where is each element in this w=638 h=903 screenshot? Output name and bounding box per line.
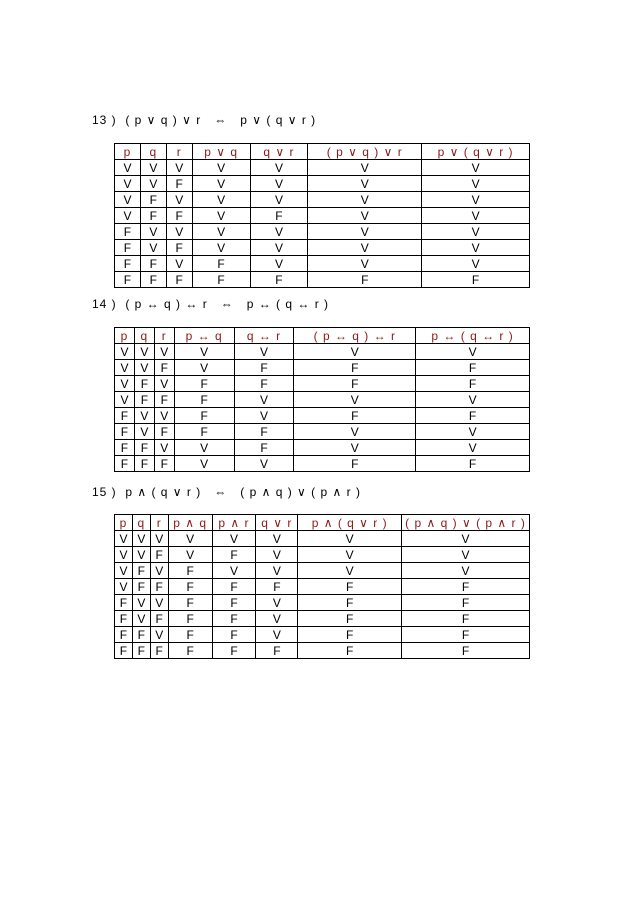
table-cell: V <box>150 627 168 643</box>
table-cell: V <box>234 408 294 424</box>
table-row <box>115 376 530 392</box>
table-row <box>115 344 530 360</box>
table-cell: V <box>115 563 133 579</box>
column-header: p ∧ r <box>212 515 256 531</box>
table-cell: F <box>250 272 308 288</box>
table-cell: V <box>212 563 256 579</box>
truth-table-13 <box>114 143 530 288</box>
table-cell: F <box>140 208 166 224</box>
table-cell: V <box>298 563 402 579</box>
table-cell: V <box>298 531 402 547</box>
table-row <box>115 160 530 176</box>
column-header: r <box>166 144 192 160</box>
table-cell: F <box>168 595 212 611</box>
table-cell: F <box>134 392 154 408</box>
table-cell: F <box>294 456 416 472</box>
column-header: ( p ∨ q ) ∨ r <box>308 144 422 160</box>
table-cell: F <box>132 563 150 579</box>
table-cell: V <box>212 531 256 547</box>
table-cell: V <box>132 531 150 547</box>
table-cell: V <box>154 344 174 360</box>
table-cell: V <box>308 224 422 240</box>
table-cell: F <box>402 643 530 659</box>
table-row <box>115 440 530 456</box>
table-cell: V <box>308 176 422 192</box>
table-cell: F <box>150 579 168 595</box>
table-cell: V <box>422 160 530 176</box>
table-cell: F <box>166 240 192 256</box>
table-cell: V <box>150 531 168 547</box>
table-cell: V <box>140 224 166 240</box>
table-cell: V <box>294 392 416 408</box>
table-row <box>115 547 530 563</box>
table-cell: V <box>422 256 530 272</box>
table-cell: F <box>150 643 168 659</box>
table-cell: F <box>166 208 192 224</box>
table-cell: F <box>115 256 141 272</box>
table-cell: V <box>134 424 154 440</box>
truth-table-15 <box>114 514 530 659</box>
table-cell: F <box>132 627 150 643</box>
table-cell: V <box>115 344 135 360</box>
table-cell: F <box>298 611 402 627</box>
table-cell: V <box>115 579 133 595</box>
table-cell: V <box>402 547 530 563</box>
table-cell: V <box>134 344 154 360</box>
table-row <box>115 579 530 595</box>
table-cell: V <box>234 456 294 472</box>
table-cell: F <box>154 392 174 408</box>
table-cell: V <box>192 176 250 192</box>
table-cell: V <box>250 160 308 176</box>
table-cell: F <box>115 595 133 611</box>
table-cell: V <box>422 176 530 192</box>
table-cell: F <box>168 627 212 643</box>
table-cell: F <box>256 643 298 659</box>
table-cell: V <box>115 192 141 208</box>
table-cell: F <box>150 611 168 627</box>
table-cell: V <box>308 240 422 256</box>
column-header: r <box>154 328 174 344</box>
table-cell: F <box>256 579 298 595</box>
column-header: p <box>115 328 135 344</box>
table-cell: V <box>256 611 298 627</box>
table-cell: V <box>166 224 192 240</box>
table-cell: F <box>298 595 402 611</box>
table-cell: F <box>234 376 294 392</box>
table-cell: V <box>298 547 402 563</box>
table-cell: V <box>416 344 530 360</box>
table-cell: V <box>256 595 298 611</box>
table-cell: F <box>298 643 402 659</box>
table-cell: V <box>174 440 234 456</box>
table-cell: V <box>308 160 422 176</box>
table-cell: V <box>250 240 308 256</box>
table-cell: V <box>234 344 294 360</box>
table-cell: V <box>154 376 174 392</box>
table-cell: V <box>422 240 530 256</box>
table-cell: V <box>140 160 166 176</box>
table-row <box>115 627 530 643</box>
column-header: r <box>150 515 168 531</box>
table-row <box>115 176 530 192</box>
table-cell: F <box>212 595 256 611</box>
column-header: p ∧ q <box>168 515 212 531</box>
table-cell: F <box>115 272 141 288</box>
table-row <box>115 563 530 579</box>
table-cell: F <box>192 272 250 288</box>
table-cell: V <box>256 531 298 547</box>
table-cell: V <box>132 595 150 611</box>
table-cell: F <box>234 424 294 440</box>
table-row <box>115 256 530 272</box>
table-cell: V <box>115 392 135 408</box>
table-cell: F <box>212 627 256 643</box>
table-cell: F <box>115 456 135 472</box>
table-cell: V <box>192 224 250 240</box>
table-cell: V <box>134 360 154 376</box>
column-header: p ∨ q <box>192 144 250 160</box>
table-header-row <box>115 144 530 160</box>
table-cell: F <box>308 272 422 288</box>
table-cell: F <box>402 611 530 627</box>
table-cell: F <box>294 360 416 376</box>
column-header: q ∨ r <box>250 144 308 160</box>
table-cell: F <box>140 192 166 208</box>
table-row <box>115 240 530 256</box>
table-cell: V <box>192 160 250 176</box>
table-cell: F <box>154 456 174 472</box>
table-cell: V <box>132 547 150 563</box>
table-cell: V <box>256 627 298 643</box>
table-cell: F <box>168 563 212 579</box>
table-cell: F <box>115 611 133 627</box>
table-cell: V <box>174 456 234 472</box>
table-cell: V <box>166 160 192 176</box>
table-cell: V <box>416 424 530 440</box>
column-header: p <box>115 515 133 531</box>
column-header: q ↔ r <box>234 328 294 344</box>
table-cell: F <box>115 424 135 440</box>
table-cell: V <box>192 192 250 208</box>
table-cell: F <box>140 256 166 272</box>
table-header-row <box>115 328 530 344</box>
table-cell: V <box>115 208 141 224</box>
table-cell: V <box>115 376 135 392</box>
table-cell: F <box>234 360 294 376</box>
table-cell: F <box>174 392 234 408</box>
table-cell: V <box>250 176 308 192</box>
table-cell: V <box>234 392 294 408</box>
section-14-title: 14 ) ( p ↔ q ) ↔ r ⇔ p ↔ ( q ↔ r ) <box>92 297 330 311</box>
table-cell: V <box>308 208 422 224</box>
truth-table-14 <box>114 327 530 472</box>
column-header: q ∨ r <box>256 515 298 531</box>
table-cell: F <box>115 627 133 643</box>
table-cell: F <box>402 627 530 643</box>
table-cell: F <box>166 272 192 288</box>
table-cell: V <box>256 563 298 579</box>
table-cell: V <box>422 224 530 240</box>
table-cell: V <box>134 408 154 424</box>
table-cell: F <box>132 643 150 659</box>
table-cell: V <box>150 563 168 579</box>
table-cell: F <box>294 376 416 392</box>
table-cell: F <box>402 579 530 595</box>
table-row <box>115 643 530 659</box>
table-cell: F <box>154 424 174 440</box>
table-cell: F <box>154 360 174 376</box>
table-cell: V <box>192 208 250 224</box>
table-row <box>115 272 530 288</box>
column-header: p <box>115 144 141 160</box>
table-cell: V <box>115 547 133 563</box>
table-cell: F <box>166 176 192 192</box>
column-header: ( p ↔ q ) ↔ r <box>294 328 416 344</box>
table-row <box>115 392 530 408</box>
table-cell: V <box>115 160 141 176</box>
table-cell: F <box>115 440 135 456</box>
table-cell: F <box>422 272 530 288</box>
table-cell: V <box>294 424 416 440</box>
table-cell: F <box>174 424 234 440</box>
table-cell: V <box>140 240 166 256</box>
table-row <box>115 360 530 376</box>
table-cell: V <box>166 256 192 272</box>
table-row <box>115 531 530 547</box>
table-row <box>115 595 530 611</box>
table-row <box>115 424 530 440</box>
table-cell: V <box>422 208 530 224</box>
table-cell: V <box>416 392 530 408</box>
table-cell: V <box>166 192 192 208</box>
section-13-title: 13 ) ( p ∨ q ) ∨ r ⇔ p ∨ ( q ∨ r ) <box>92 113 317 127</box>
column-header: p ↔ q <box>174 328 234 344</box>
column-header: q <box>140 144 166 160</box>
table-cell: V <box>115 176 141 192</box>
table-cell: V <box>192 240 250 256</box>
table-cell: V <box>140 176 166 192</box>
table-cell: V <box>154 408 174 424</box>
table-cell: V <box>150 595 168 611</box>
table-cell: F <box>298 579 402 595</box>
table-cell: V <box>250 256 308 272</box>
table-cell: F <box>174 376 234 392</box>
table-cell: F <box>115 224 141 240</box>
table-cell: V <box>250 224 308 240</box>
table-cell: F <box>115 408 135 424</box>
table-cell: F <box>416 376 530 392</box>
table-row <box>115 224 530 240</box>
table-cell: F <box>168 643 212 659</box>
column-header: p ∧ ( q ∨ r ) <box>298 515 402 531</box>
table-cell: V <box>294 344 416 360</box>
table-row <box>115 208 530 224</box>
table-cell: V <box>250 192 308 208</box>
table-cell: F <box>212 643 256 659</box>
table-cell: V <box>416 440 530 456</box>
table-row <box>115 456 530 472</box>
table-row <box>115 611 530 627</box>
table-cell: V <box>174 360 234 376</box>
table-cell: F <box>134 440 154 456</box>
table-cell: V <box>174 344 234 360</box>
table-cell: F <box>132 579 150 595</box>
table-cell: F <box>140 272 166 288</box>
column-header: ( p ∧ q ) ∨ ( p ∧ r ) <box>402 515 530 531</box>
table-cell: F <box>212 547 256 563</box>
table-cell: F <box>416 360 530 376</box>
table-cell: F <box>168 611 212 627</box>
table-header-row <box>115 515 530 531</box>
table-cell: V <box>168 547 212 563</box>
table-cell: F <box>174 408 234 424</box>
table-cell: V <box>115 531 133 547</box>
table-cell: F <box>416 408 530 424</box>
section-15-title: 15 ) p ∧ ( q ∨ r ) ⇔ ( p ∧ q ) ∨ ( p ∧ r ) <box>92 485 361 499</box>
table-row <box>115 408 530 424</box>
table-cell: V <box>256 547 298 563</box>
table-cell: F <box>115 643 133 659</box>
table-cell: V <box>168 531 212 547</box>
table-cell: V <box>294 440 416 456</box>
table-cell: F <box>134 456 154 472</box>
table-cell: F <box>298 627 402 643</box>
table-cell: F <box>402 595 530 611</box>
table-cell: F <box>416 456 530 472</box>
column-header: q <box>134 328 154 344</box>
table-cell: F <box>294 408 416 424</box>
table-cell: F <box>134 376 154 392</box>
table-cell: V <box>308 256 422 272</box>
column-header: q <box>132 515 150 531</box>
table-cell: F <box>212 611 256 627</box>
column-header: p ↔ ( q ↔ r ) <box>416 328 530 344</box>
table-cell: V <box>308 192 422 208</box>
table-cell: F <box>115 240 141 256</box>
column-header: p ∨ ( q ∨ r ) <box>422 144 530 160</box>
table-cell: V <box>402 563 530 579</box>
table-cell: F <box>234 440 294 456</box>
table-cell: F <box>192 256 250 272</box>
table-row <box>115 192 530 208</box>
table-cell: V <box>422 192 530 208</box>
table-cell: F <box>168 579 212 595</box>
table-cell: V <box>154 440 174 456</box>
table-cell: V <box>402 531 530 547</box>
table-cell: F <box>212 579 256 595</box>
table-cell: V <box>115 360 135 376</box>
table-cell: V <box>132 611 150 627</box>
table-cell: F <box>250 208 308 224</box>
table-cell: F <box>150 547 168 563</box>
